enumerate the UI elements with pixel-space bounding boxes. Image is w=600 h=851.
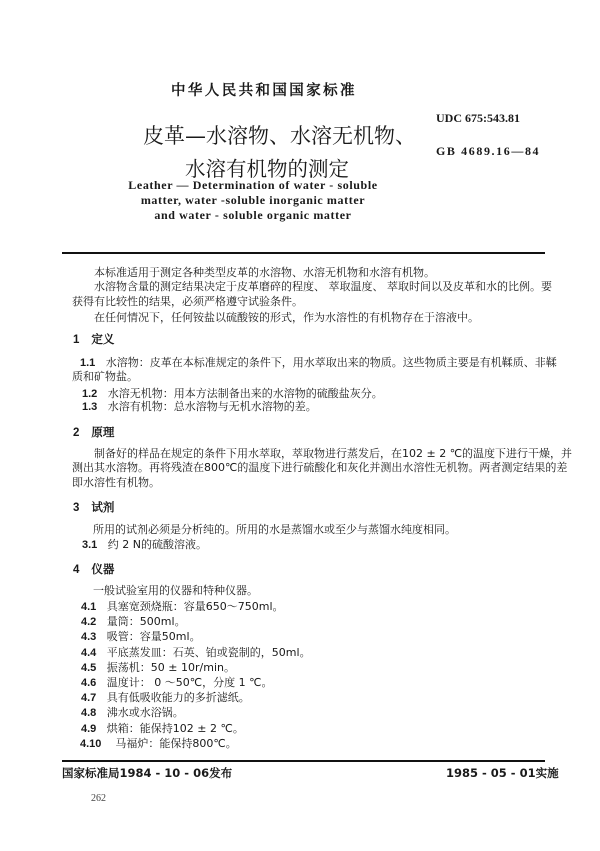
section-4-heading: 4 仪器 xyxy=(73,562,115,576)
section-1-heading: 1 定义 xyxy=(73,332,115,346)
item-4-3: 4.3 吸管：容量50ml。 xyxy=(81,630,201,643)
section-2-heading: 2 原理 xyxy=(73,425,115,439)
item-4-4: 4.4 平底蒸发皿：石英、铂或瓷制的，50ml。 xyxy=(81,646,311,659)
item-4-5: 4.5 振荡机：50 ± 10r/min。 xyxy=(81,661,235,674)
effective-date: 1985 - 05 - 01实施 xyxy=(446,766,559,780)
gb-code: GB 4689.16—84 xyxy=(436,144,541,158)
udc-code: UDC 675:543.81 xyxy=(436,111,520,125)
intro-para1: 本标准适用于测定各种类型皮革的水溶物、水溶无机物和水溶有机物。 xyxy=(94,266,435,279)
item-1-3: 1.3 水溶有机物：总水溶物与无机水溶物的差。 xyxy=(82,400,317,413)
item-4-8: 4.8 沸水或水浴锅。 xyxy=(81,706,184,719)
principle-line1: 制备好的样品在规定的条件下用水萃取，萃取物进行蒸发后，在102 ± 2 ℃的温度下进行干燥，并 xyxy=(94,447,573,460)
item-4-7: 4.7 具有低吸收能力的多折滤纸。 xyxy=(81,691,250,704)
item-3-1: 3.1 约 2 N的硫酸溶液。 xyxy=(82,538,208,551)
reagents-text: 所用的试剂必须是分析纯的。所用的水是蒸馏水或至少与蒸馏水纯度相同。 xyxy=(93,523,456,536)
item-1-2: 1.2 水溶无机物：用本方法制备出来的水溶物的硫酸盐灰分。 xyxy=(82,387,383,400)
title-en-line3: and water - soluble organic matter xyxy=(154,208,352,222)
issuer-heading: 中华人民共和国国家标准 xyxy=(171,83,357,99)
intro-para2: 水溶物含量的测定结果决定于皮革磨碎的程度、 萃取温度、 萃取时间以及皮革和水的比例。要 xyxy=(94,280,552,293)
item-4-2: 4.2 量筒：500ml。 xyxy=(81,615,186,628)
title-en-line1: Leather — Determination of water - soluble xyxy=(128,178,378,192)
item-4-10: 4.10 马福炉：能保持800℃。 xyxy=(80,737,237,750)
principle-line2: 测出其水溶物。再将残渣在800℃的温度下进行硫酸化和灰化并测出水溶性无机物。两者测定结果的差 xyxy=(72,461,568,474)
item-1-1: 1.1 水溶物：皮革在本标准规定的条件下，用水萃取出来的物质。这些物质主要是有机鞣质、非鞣 xyxy=(80,356,557,369)
item-4-1: 4.1 具塞宽颈烧瓶：容量650～750ml。 xyxy=(81,600,284,613)
title-cn-line2: 水溶有机物的测定 xyxy=(185,157,349,181)
item-1-1-cont: 质和矿物盐。 xyxy=(72,370,138,383)
bottom-rule xyxy=(62,760,545,762)
issue-date: 国家标准局1984 - 10 - 06发布 xyxy=(62,766,233,780)
item-4-9: 4.9 烘箱：能保持102 ± 2 ℃。 xyxy=(81,722,244,735)
page-number: 262 xyxy=(91,793,106,804)
title-cn-line1: 皮革—水溶物、水溶无机物、 xyxy=(143,124,416,148)
intro-para3: 在任何情况下，任何铵盐以硫酸铵的形式，作为水溶性的有机物存在于溶液中。 xyxy=(94,311,479,324)
title-en-line2: matter, water -soluble inorganic matter xyxy=(140,193,366,207)
principle-line3: 即水溶性有机物。 xyxy=(72,476,160,489)
apparatus-text: 一般试验室用的仪器和特种仪器。 xyxy=(93,584,258,597)
section-3-heading: 3 试剂 xyxy=(73,500,115,514)
intro-para2-cont: 获得有比较性的结果，必须严格遵守试验条件。 xyxy=(72,295,303,308)
item-4-6: 4.6 温度计： 0 ～50℃，分度 1 ℃。 xyxy=(81,676,273,689)
top-rule xyxy=(62,252,545,254)
